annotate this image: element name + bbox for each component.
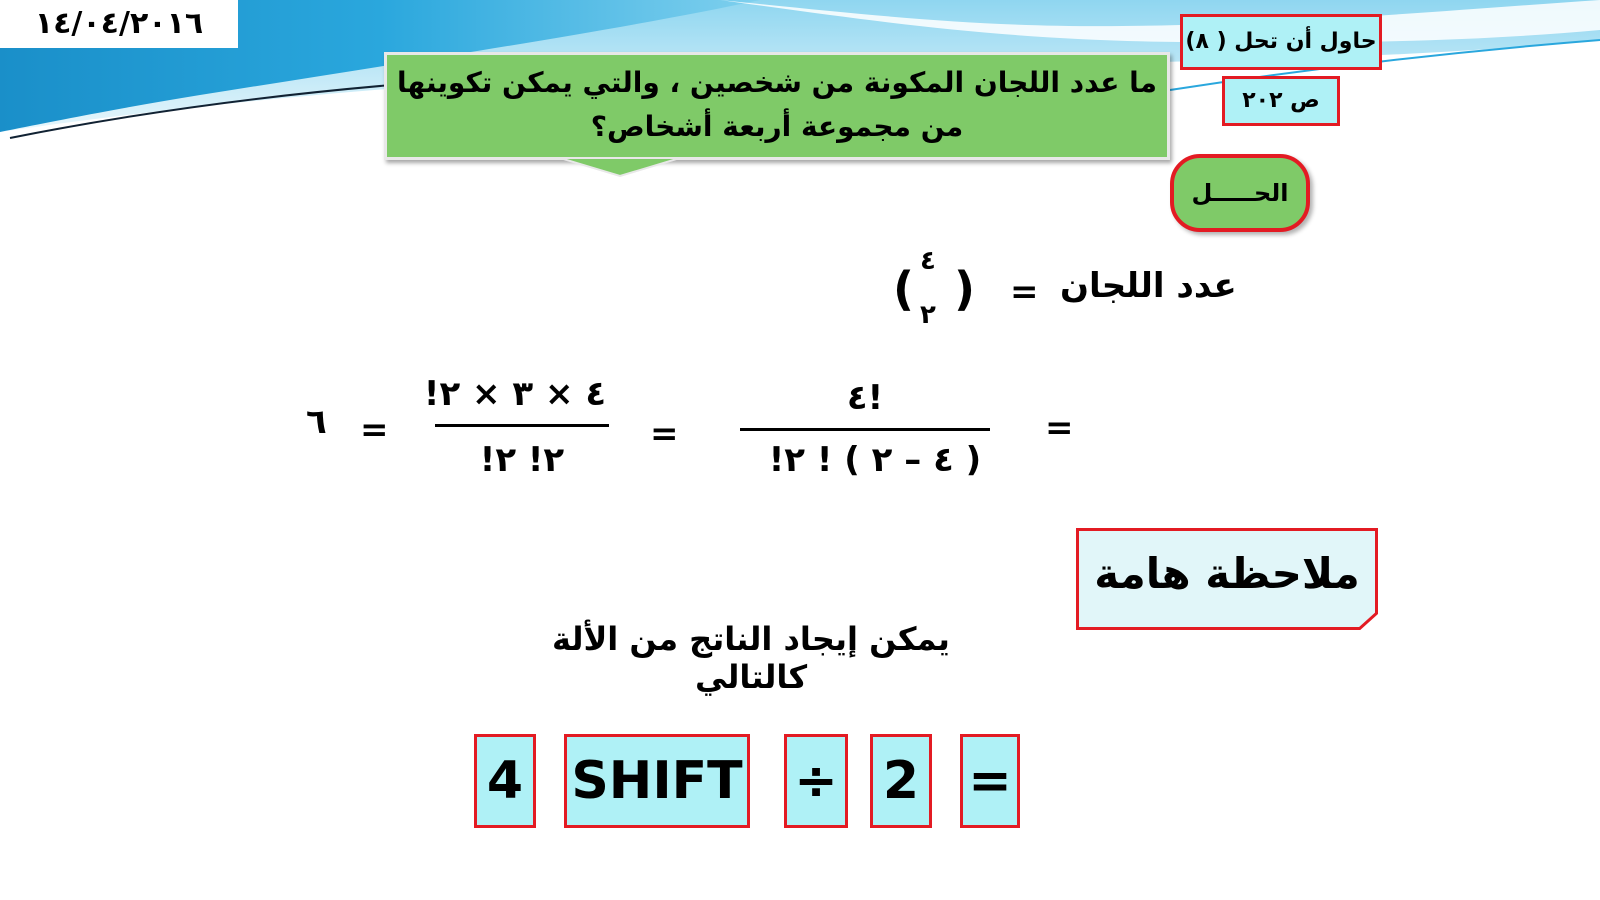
date-label: ١٤/٠٤/٢٠١٦ (0, 0, 238, 48)
question-callout-tail (560, 158, 680, 180)
equals-sign-4: = (360, 410, 389, 450)
fraction2-bar (435, 424, 609, 427)
equals-sign-1: = (1010, 272, 1039, 312)
question-box (384, 52, 1170, 160)
calculator-instruction: يمكن إيجاد الناتج من الألة كالتالي (552, 620, 950, 696)
try-to-solve-label: حاول أن تحل ( ٨) (1180, 14, 1382, 70)
formula-result: ٦ (306, 402, 327, 442)
calc-key-2: 2 (870, 734, 932, 828)
question-line-2: من مجموعة أربعة أشخاص؟ (590, 110, 964, 143)
calc-key-4: 4 (474, 734, 536, 828)
calc-key-equals: = (960, 734, 1020, 828)
calc-key-shift: SHIFT (564, 734, 750, 828)
equals-sign-2: = (1045, 408, 1074, 448)
close-paren: ) (954, 262, 976, 316)
equals-sign-3: = (650, 414, 679, 454)
fraction1-numerator: ٤! (846, 378, 884, 418)
fraction1-denominator: ( ٤ – ٢ ) ! ٢! (768, 440, 982, 480)
combination-n: ٤ (920, 246, 936, 276)
combination-r: ٢ (920, 300, 936, 330)
committees-count-label: عدد اللجان (1060, 266, 1237, 306)
fraction2-numerator: ٤ × ٣ × ٢! (423, 374, 607, 414)
calc-key-divide: ÷ (784, 734, 848, 828)
solution-badge: الحـــــل (1170, 154, 1310, 232)
open-paren: ( (893, 262, 915, 316)
note-page-fold (1358, 612, 1378, 630)
fraction1-bar (740, 428, 990, 431)
question-line-1: ما عدد اللجان المكونة من شخصين ، والتي يمكن تكوينها (396, 66, 1158, 99)
page-reference-label: ص ٢٠٢ (1222, 76, 1340, 126)
important-note-box: ملاحظة هامة (1076, 528, 1378, 630)
fraction2-denominator: ٢! ٢! (479, 440, 565, 480)
